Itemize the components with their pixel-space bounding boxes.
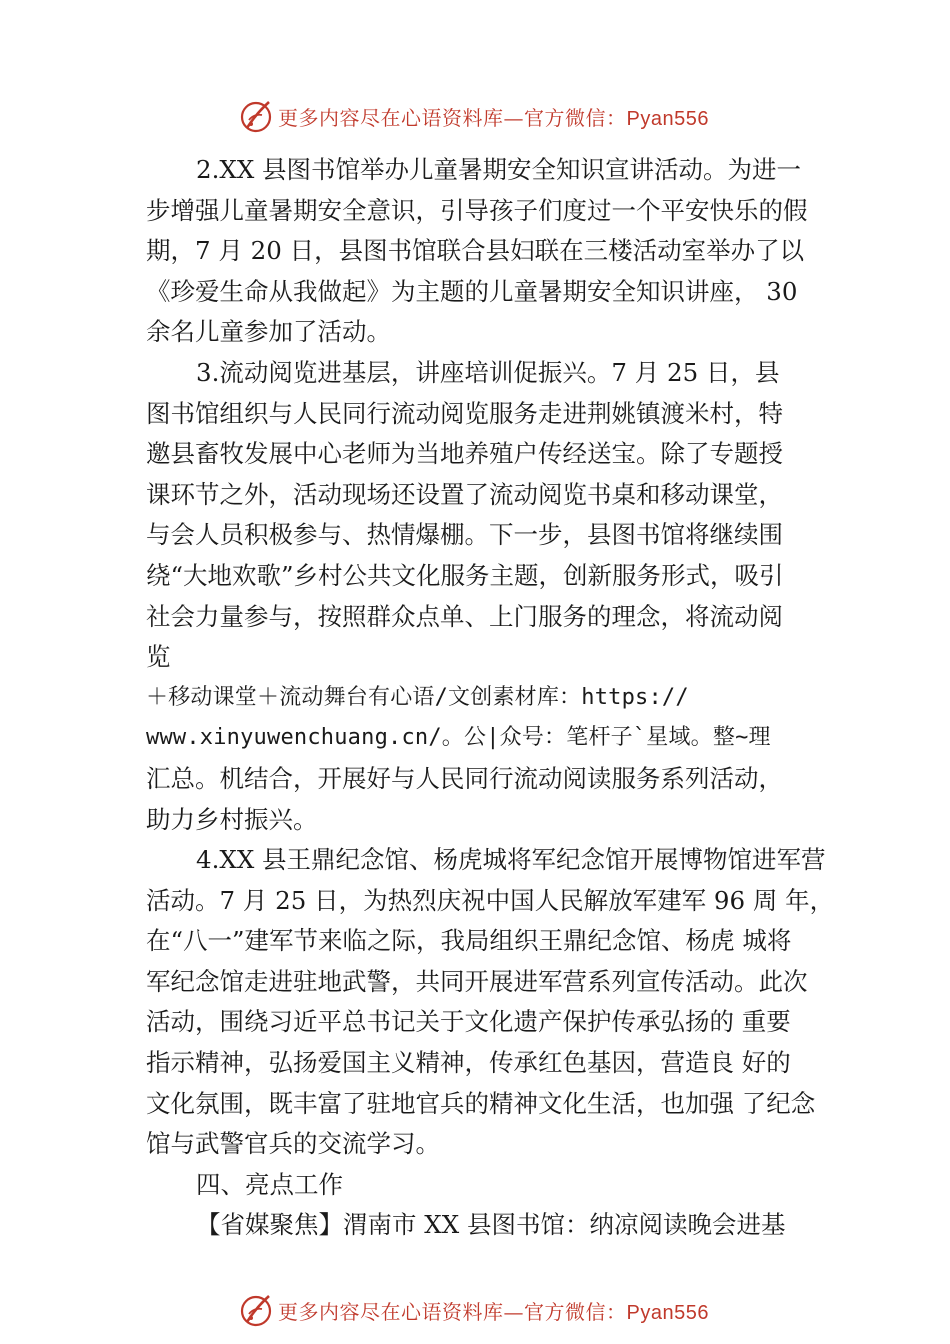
text-line: 《珍爱生命从我做起》为主题的儿童暑期安全知识讲座， 30: [146, 276, 798, 306]
text-line: 3.流动阅览进基层，讲座培训促振兴。7 月 25 日，县: [196, 357, 780, 387]
text-line: 【省媒聚焦】渭南市 XX 县图书馆：纳凉阅读晚会进基: [196, 1210, 786, 1240]
wechat-id: Pyan556: [626, 107, 709, 130]
text-line: 在“八一”建军节来临之际，我局组织王鼎纪念馆、杨虎 城将: [146, 926, 792, 956]
text-line: 课环节之外，活动现场还设置了流动阅览书桌和移动课堂，: [146, 479, 783, 509]
footer-banner: [238, 1290, 738, 1330]
text-line: 与会人员积极参与、热情爆棚。下一步，县图书馆将继续围: [146, 520, 783, 550]
text-line: 军纪念馆走进驻地武警，共同开展进军营系列宣传活动。此次: [146, 966, 808, 996]
text-line: 2.XX 县图书馆举办儿童暑期安全知识宣讲活动。为进一: [196, 155, 802, 184]
text-line: 汇总。机结合，开展好与人民同行流动阅读服务系列活动，: [146, 763, 783, 793]
header-banner: [238, 96, 738, 136]
banner-text: 更多内容尽在心语资料库—官方微信：Pyan556: [278, 105, 709, 130]
text-line: 活动。7 月 25 日，为热烈庆祝中国人民解放军建军 96 周 年，: [146, 885, 835, 915]
text-line: 步增强儿童暑期安全意识，引导孩子们度过一个平安快乐的假: [146, 195, 808, 225]
text-line: 余名儿童参加了活动。: [146, 317, 391, 347]
banner-text: 更多内容尽在心语资料库—官方微信：Pyan556: [278, 1299, 709, 1324]
text-line: 览: [146, 642, 171, 672]
text-line: 邀县畜牧发展中心老师为当地养殖户传经送宝。除了专题授: [146, 439, 783, 469]
text-line: 图书馆组织与人民同行流动阅览服务走进荆姚镇渡米村，特: [146, 398, 783, 428]
text-line: www.xinyuwenchuang.cn/。公|众号：笔杆子`星域。整~理: [146, 725, 771, 751]
brush-logo-icon: [238, 1292, 274, 1328]
text-line: 文化氛围，既丰富了驻地官兵的精神文化生活，也加强 了纪念: [146, 1088, 816, 1118]
text-line: 社会力量参与，按照群众点单、上门服务的理念，将流动阅: [146, 601, 783, 631]
text-line: ＋移动课堂＋流动舞台有心语/文创素材库：https://: [146, 684, 689, 710]
wechat-id: Pyan556: [626, 1301, 709, 1324]
text-line: 助力乡村振兴。: [146, 804, 318, 834]
document-body: [146, 150, 836, 1246]
text-line: 4.XX 县王鼎纪念馆、杨虎城将军纪念馆开展博物馆进军营: [196, 845, 826, 875]
section-heading: 四、亮点工作: [196, 1169, 343, 1199]
text-line: 绕“大地欢歌”乡村公共文化服务主题，创新服务形式，吸引: [146, 560, 784, 590]
text-line: 馆与武警官兵的交流学习。: [146, 1129, 440, 1159]
text-line: 指示精神，弘扬爱国主义精神，传承红色基因，营造良 好的: [146, 1048, 791, 1078]
text-line: 活动，围绕习近平总书记关于文化遗产保护传承弘扬的 重要: [146, 1007, 791, 1037]
brush-logo-icon: [238, 98, 274, 134]
text-line: 期，7 月 20 日，县图书馆联合县妇联在三楼活动室举办了以: [146, 236, 805, 266]
